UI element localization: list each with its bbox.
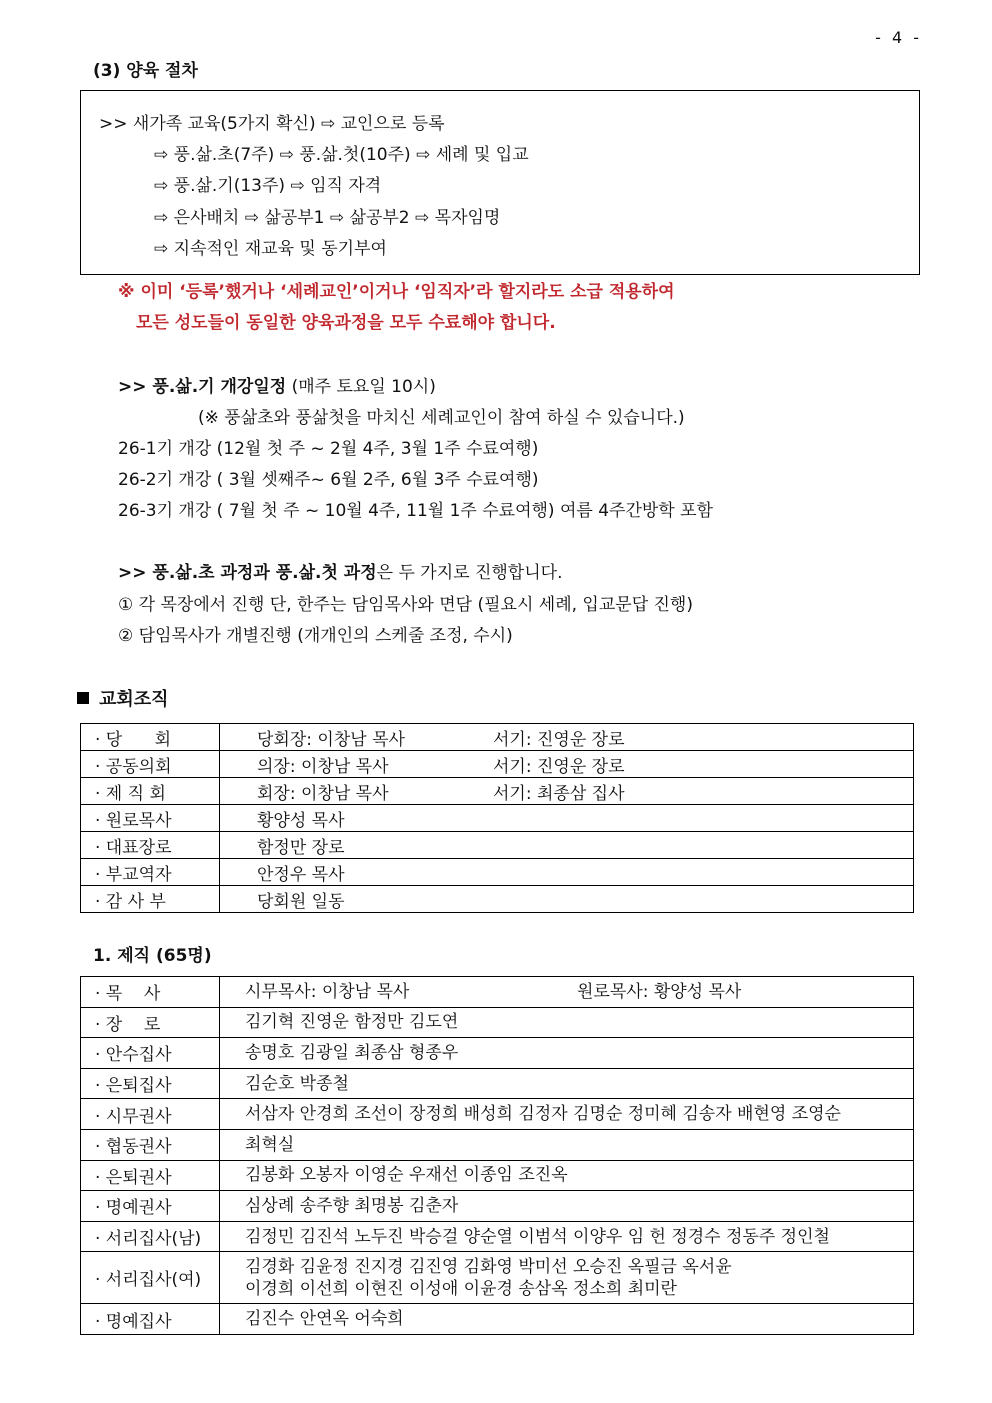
staff-table: [80, 976, 914, 1335]
org-secretary: 서기: 최종삼 집사: [493, 783, 625, 804]
staff-row: [81, 1191, 914, 1222]
org-row-label: · 원로목사: [81, 805, 220, 832]
org-row-label: · 공동의회: [81, 751, 220, 778]
staff-row-label: · 시무권사: [81, 1099, 220, 1130]
staff-names: 김정민 김진석 노두진 박승걸 양순열 이범석 이양우 임 헌 정경수 정동주 정인철: [245, 1226, 830, 1247]
staff-names: 시무목사: 이창남 목사: [245, 981, 410, 1002]
staff-row-value: [220, 1191, 914, 1222]
staff-row-value: [220, 1304, 914, 1335]
org-row-value: [220, 778, 914, 805]
staff-names: 김순호 박종철: [245, 1073, 349, 1094]
org-row-value: [220, 859, 914, 886]
schedule-heading-bold: >> 풍.삶.기 개강일정: [118, 377, 287, 397]
staff-row: [81, 1252, 914, 1304]
staff-row-label: · 은퇴권사: [81, 1160, 220, 1191]
schedule-item: 26-2기 개강 ( 3월 셋째주~ 6월 2주, 6월 3주 수료여행): [118, 470, 539, 490]
org-row: [81, 859, 914, 886]
staff-row: [81, 1007, 914, 1038]
course-item: ② 담임목사가 개별진행 (개개인의 스케줄 조정, 수시): [118, 626, 513, 646]
staff-row-value: [220, 977, 914, 1008]
staff-row-label: · 서리집사(여): [81, 1252, 220, 1304]
staff-row: [81, 1160, 914, 1191]
org-primary: 함정만 장로: [257, 837, 345, 858]
staff-row-label: · 목 사: [81, 977, 220, 1008]
staff-row-label: · 은퇴집사: [81, 1068, 220, 1099]
org-row: [81, 724, 914, 751]
org-primary: 회장: 이창남 목사: [257, 783, 389, 804]
process-box: [80, 90, 920, 275]
org-secretary: 서기: 진영운 장로: [493, 756, 625, 777]
staff-names: 심상례 송주향 최명봉 김춘자: [245, 1195, 459, 1216]
courses-heading-rest: 은 두 가지로 진행합니다.: [376, 563, 563, 583]
org-row-label: · 부교역자: [81, 859, 220, 886]
org-row: [81, 886, 914, 913]
process-line: ⇨ 지속적인 재교육 및 동기부여: [154, 239, 387, 259]
org-secretary: 서기: 진영운 장로: [493, 729, 625, 750]
staff-row: [81, 1038, 914, 1069]
staff-row: [81, 1221, 914, 1252]
staff-names: 서삼자 안경희 조선이 장정희 배성희 김정자 김명순 정미혜 김송자 배현영 조영순: [245, 1104, 841, 1125]
staff-row: [81, 1304, 914, 1335]
schedule-heading-rest: (매주 토요일 10시): [286, 377, 436, 397]
staff-names: 김경화 김윤정 진지경 김진영 김화영 박미선 오승진 옥필금 옥서윤: [245, 1256, 732, 1277]
schedule-item: 26-1기 개강 (12월 첫 주 ~ 2월 4주, 3월 1주 수료여행): [118, 439, 539, 459]
staff-row: [81, 977, 914, 1008]
staff-names: 최혁실: [245, 1134, 295, 1155]
staff-row-label: · 협동권사: [81, 1129, 220, 1160]
staff-row-label: · 장 로: [81, 1007, 220, 1038]
section-title-nurture-process: (3) 양육 절차: [93, 61, 198, 81]
staff-row-value: [220, 1099, 914, 1130]
notice-line-1: ※ 이미 ‘등록’했거나 ‘세례교인’이거나 ‘임직자’라 할지라도 소급 적용하여: [118, 282, 675, 302]
staff-row-label: · 서리집사(남): [81, 1221, 220, 1252]
org-primary: 안정우 목사: [257, 864, 345, 885]
staff-names: 김봉화 오봉자 이영순 우재선 이종임 조진옥: [245, 1165, 568, 1186]
process-line: >> 새가족 교육(5가지 확신) ⇨ 교인으로 등록: [99, 114, 445, 134]
staff-names: 김진수 안연옥 어숙희: [245, 1309, 404, 1330]
staff-row: [81, 1068, 914, 1099]
org-row-value: [220, 805, 914, 832]
org-row-value: [220, 751, 914, 778]
org-row-value: [220, 886, 914, 913]
org-table: [80, 723, 914, 913]
staff-extra: 원로목사: 황양성 목사: [577, 981, 742, 1002]
staff-section-title: 1. 제직 (65명): [93, 946, 212, 966]
staff-row-value: [220, 1129, 914, 1160]
org-primary: 의장: 이창남 목사: [257, 756, 389, 777]
org-section-title: [77, 685, 169, 711]
process-line: ⇨ 풍.삶.기(13주) ⇨ 임직 자격: [154, 176, 382, 196]
square-bullet-icon: [77, 692, 89, 704]
notice-line-2: 모든 성도들이 동일한 양육과정을 모두 수료해야 합니다.: [136, 313, 556, 333]
org-row: [81, 751, 914, 778]
staff-names: 이경희 이선희 이현진 이성애 이윤경 송삼옥 정소희 최미란: [245, 1278, 677, 1299]
staff-row-value: [220, 1160, 914, 1191]
org-row-value: [220, 724, 914, 751]
staff-row-value: [220, 1007, 914, 1038]
process-line: ⇨ 은사배치 ⇨ 삶공부1 ⇨ 삶공부2 ⇨ 목자임명: [154, 208, 501, 228]
org-primary: 황양성 목사: [257, 810, 345, 831]
org-row-label: · 당 회: [81, 724, 220, 751]
staff-row: [81, 1129, 914, 1160]
staff-row-value: [220, 1252, 914, 1304]
staff-row-label: · 안수집사: [81, 1038, 220, 1069]
schedule-item: 26-3기 개강 ( 7월 첫 주 ~ 10월 4주, 11월 1주 수료여행) 여름 4주간방학 포함: [118, 501, 713, 521]
staff-names: 김기혁 진영운 함정만 김도연: [245, 1012, 459, 1033]
process-line: ⇨ 풍.삶.초(7주) ⇨ 풍.삶.첫(10주) ⇨ 세례 및 입교: [154, 145, 529, 165]
schedule-heading: [118, 372, 436, 397]
staff-row: [81, 1099, 914, 1130]
staff-names: 송명호 김광일 최종삼 형종우: [245, 1042, 459, 1063]
org-primary: 당회원 일동: [257, 891, 345, 912]
courses-heading-bold: >> 풍.삶.초 과정과 풍.삶.첫 과정: [118, 563, 377, 583]
staff-row-label: · 명예집사: [81, 1304, 220, 1335]
org-row-label: · 감 사 부: [81, 886, 220, 913]
org-row-label: · 대표장로: [81, 832, 220, 859]
org-row-label: · 제 직 회: [81, 778, 220, 805]
staff-row-value: [220, 1221, 914, 1252]
courses-heading: [118, 558, 562, 583]
org-title-text: 교회조직: [99, 689, 169, 710]
page-number: - 4 -: [875, 28, 922, 47]
org-primary: 당회장: 이창남 목사: [257, 729, 405, 750]
schedule-note: (※ 풍삶초와 풍삶첫을 마치신 세례교인이 참여 하실 수 있습니다.): [198, 408, 685, 428]
org-row: [81, 832, 914, 859]
org-row: [81, 805, 914, 832]
org-row: [81, 778, 914, 805]
staff-row-label: · 명예권사: [81, 1191, 220, 1222]
staff-row-value: [220, 1038, 914, 1069]
org-row-value: [220, 832, 914, 859]
staff-row-value: [220, 1068, 914, 1099]
course-item: ① 각 목장에서 진행 단, 한주는 담임목사와 면담 (필요시 세례, 입교문답 진행): [118, 595, 693, 615]
